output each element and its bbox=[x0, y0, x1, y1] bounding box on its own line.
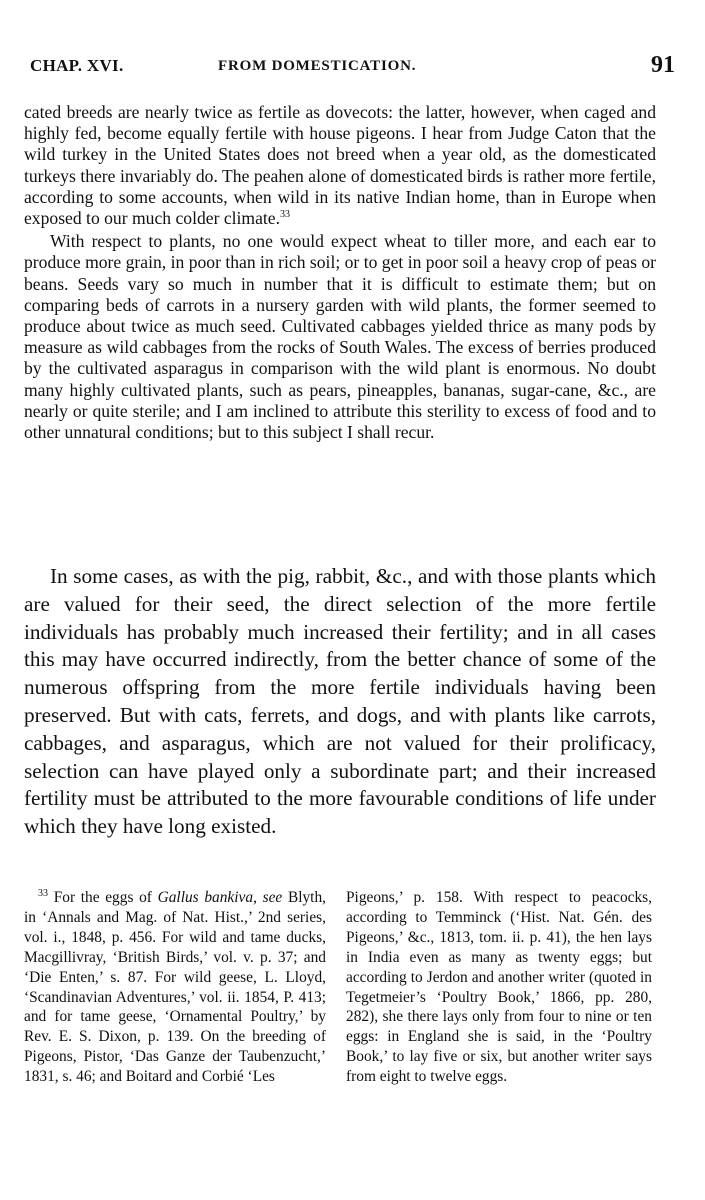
main-text bbox=[24, 102, 656, 443]
paragraph-selection: In some cases, as with the pig, rabbit, &c., and with those plants which are valued for their seed, the direct selection of the more fertile individuals has probably much increased their fertility; and in all cases this may have occurred indirectly, from the better chance of some of the numerous offspring from the more fertile individuals having been preserved. But with cats, ferrets, and dogs, and with plants like carrots, cabbages, and asparagus, which are not valued for their prolificacy, selection can have played only a subordinate part; and their increased fertility must be attributed to the more favourable conditions of life under which they have long existed. bbox=[24, 564, 656, 839]
running-head bbox=[30, 52, 675, 82]
footnote-species-name: Gallus bankiva bbox=[157, 889, 254, 906]
page-number: 91 bbox=[651, 52, 675, 78]
footnote-left-part-c: Blyth, in ‘Annals and Mag. of Nat. Hist.,’ 2nd series, vol. i., 1848, p. 456. For wild and tame ducks, Macgillivray, ‘British Birds,’ vol. v. p. 37; and ‘Die Enten,’ s. 87. For wild geese, L. Lloyd, ‘Scandinavian Adventures,’ vol. ii. 1854, P. 413; and for tame geese, ‘Ornamental Poultry,’ by Rev. E. S. Dixon, p. 139. On the breeding of Pigeons, Pistor, ‘Das Ganze der Taubenzucht,’ 1831, s. 46; and Boitard and Corbié ‘Les bbox=[24, 889, 326, 1086]
paragraph-continued bbox=[24, 102, 656, 229]
footnote-left-part-a: For the eggs of bbox=[53, 889, 158, 906]
footnote-column-left bbox=[24, 888, 326, 1087]
footnote-see: see bbox=[262, 889, 283, 906]
chapter-label: CHAP. XVI. bbox=[30, 56, 124, 75]
paragraph-plants: With respect to plants, no one would expect wheat to tiller more, and each ear to produce more grain, in poor than in rich soil; or to get in poor soil a heavy crop of peas or beans. Seeds vary so much in number that it is difficult to estimate them; but on comparing beds of carrots in a nursery garden with wild plants, the former seemed to produce about twice as much seed. Cultivated cabbages yielded thrice as many pods by measure as wild cabbages from the rocks of South Wales. The excess of berries produced by the cultivated asparagus in comparison with the wild plant is enormous. No doubt many highly cultivated plants, such as pears, pineapples, bananas, sugar-cane, &c., are nearly or quite sterile; and I am inclined to attribute this sterility to excess of food and to other unnatural conditions; but to this subject I shall recur. bbox=[24, 231, 656, 443]
footnote-number: 33 bbox=[38, 887, 48, 899]
footnote-reference: 33 bbox=[280, 209, 291, 221]
footnote-column-right: Pigeons,’ p. 158. With respect to peacocks, according to Temminck (‘Hist. Nat. Gén. des Pigeons,’ &c., 1813, tom. ii. p. 41), the hen lays in India even as many as twenty eggs; but according to Jerdon and another writer (quoted in Tegetmeier’s ‘Poultry Book,’ 1866, pp. 280, 282), she there lays only from four to nine or ten eggs: in England she is said, in the ‘Poultry Book,’ to lay five or six, but another writer says from eight to twelve eggs. bbox=[346, 889, 652, 1086]
running-title: FROM DOMESTICATION. bbox=[218, 58, 417, 74]
footnote-left-part-b: , bbox=[253, 889, 263, 906]
paragraph-1-text: cated breeds are nearly twice as fertile as dovecots: the latter, however, when caged and highly fed, become equally fertile with house pigeons. I hear from Judge Caton that the wild turkey in the United States does not breed when a year old, as the domesticated turkeys there invariably do. The peahen alone of domesticated birds is rather more fertile, according to some accounts, when wild in its native Indian home, than in Europe when exposed to our much colder climate. bbox=[24, 102, 656, 229]
